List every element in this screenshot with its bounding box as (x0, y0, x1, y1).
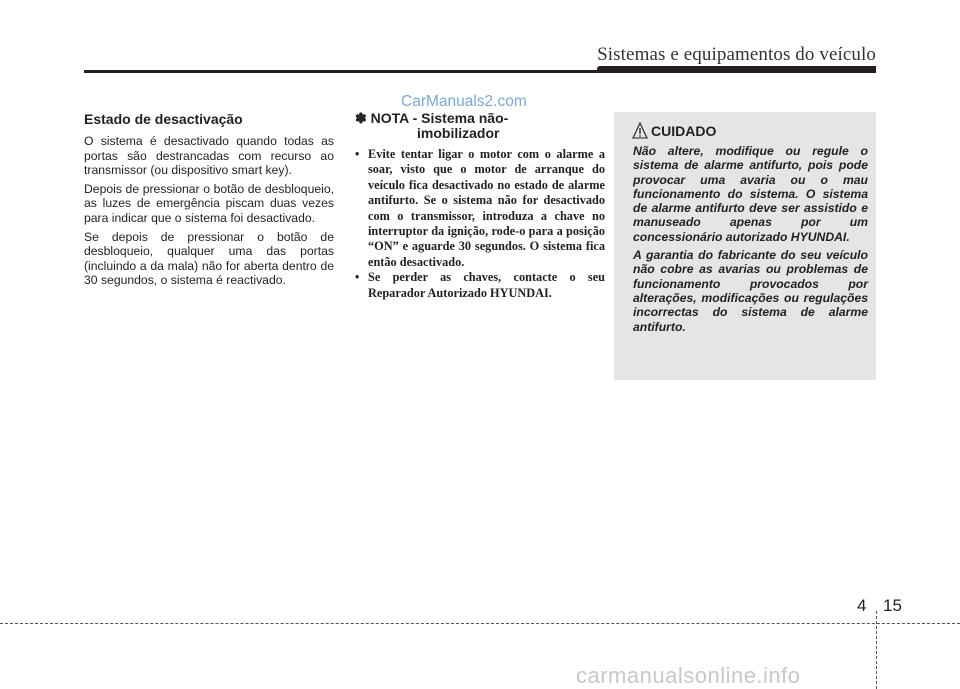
chapter-number: 4 (857, 596, 867, 615)
list-item-text: Se perder as chaves, contacte o seu Reparador Autorizado HYUNDAI. (368, 270, 605, 300)
caution-body (633, 144, 868, 338)
paragraph: Depois de pressionar o botão de desbloqueio, as luzes de emergência piscam duas vezes para indicar que o sistema foi desactivado. (84, 181, 334, 225)
warning-triangle-icon (632, 122, 648, 139)
bullet: • (355, 270, 360, 285)
note-title-line1: ✽ NOTA - Sistema não- (355, 110, 509, 126)
paragraph: Se depois de pressionar o botão de desbloqueio, qualquer uma das portas (incluindo a da mala) não for aberta dentro de 30 segundos, o sistema é reactivado. (84, 229, 334, 288)
paragraph: A garantia do fabricante do seu veículo não cobre as avarias ou problemas de funcionamento provocados por alterações, modificações ou regulações incorrectas do sistema de alarme antifurto. (633, 248, 868, 334)
caution-title: CUIDADO (651, 123, 717, 139)
list-item (355, 270, 605, 301)
caution-box (614, 112, 876, 380)
left-column (84, 111, 334, 292)
note-title-line2: imobilizador (417, 125, 500, 141)
note-title (355, 111, 605, 141)
note-column (355, 111, 605, 301)
section-heading: Estado de desactivação (84, 111, 243, 127)
paragraph: O sistema é desactivado quando todas as portas são destrancadas com recurso ao transmissor (ou dispositivo smart key). (84, 134, 334, 178)
watermark-bottom: carmanualsonline.info (576, 663, 801, 688)
list-item (355, 147, 605, 270)
note-list (355, 147, 605, 301)
page-number: 15 (883, 596, 902, 615)
paragraph: Não altere, modifique ou regule o sistema de alarme antifurto, pois pode provocar uma avaria ou o mau funcionamento do sistema. O sistema de alarme antifurto deve ser assistido e manuseado apenas por um concessionário autorizado HYUNDAI. (633, 144, 868, 244)
section-title: Sistemas e equipamentos do veículo (597, 44, 876, 65)
list-item-text: Evite tentar ligar o motor com o alarme a soar, visto que o motor de arranque do veículo fica desactivado no estado de alarme antifurto. Se o sistema não for desactivado com o transmissor, introduza a chave no interruptor da ignição, rode-o para a posição “ON” e aguarde 30 segundos. O sistema fica então desactivado. (368, 147, 605, 269)
watermark-top: CarManuals2.com (401, 93, 527, 110)
bullet: • (355, 147, 360, 161)
footer-rule (0, 623, 960, 624)
header-rule-accent (597, 66, 876, 72)
footer-divider (876, 611, 877, 689)
